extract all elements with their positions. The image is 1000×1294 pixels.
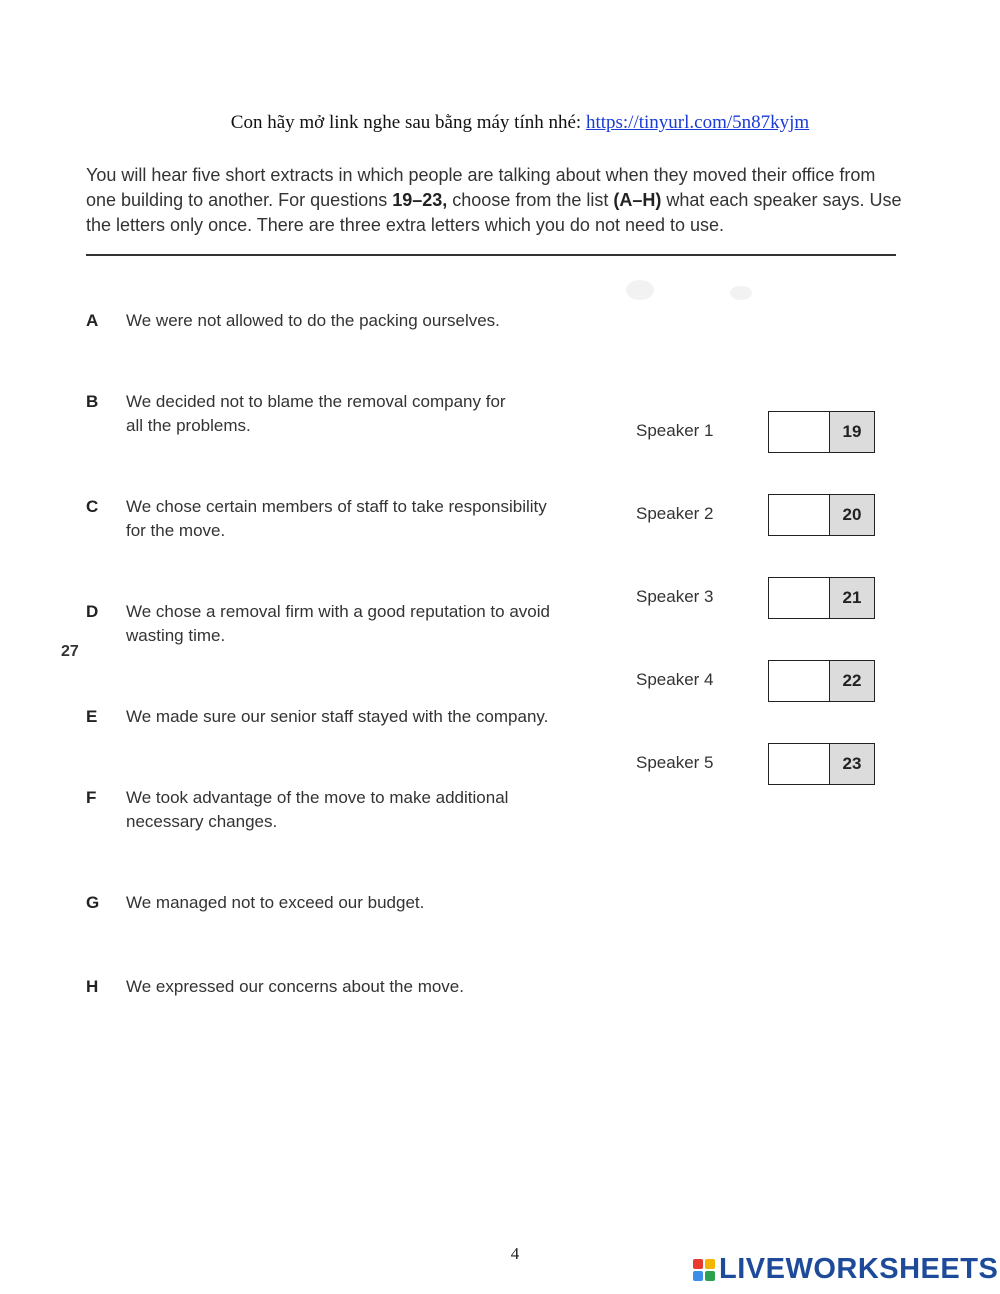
speaker-4-answer-box — [768, 660, 875, 702]
speaker-1-label: Speaker 1 — [636, 421, 714, 440]
option-text: We managed not to exceed our budget. — [126, 893, 425, 912]
question-number: 19 — [830, 412, 874, 452]
speaker-2-label: Speaker 2 — [636, 504, 714, 523]
question-number: 20 — [830, 495, 874, 535]
question-number: 22 — [830, 661, 874, 701]
brand-name: LIVEWORKSHEETS — [719, 1253, 999, 1285]
watermark-shape — [730, 286, 752, 300]
divider — [86, 254, 896, 256]
option-letter: A — [86, 311, 99, 330]
speaker-4-label: Speaker 4 — [636, 670, 714, 689]
listening-link-note — [0, 112, 1000, 134]
option-letter: B — [86, 392, 99, 411]
question-number: 23 — [830, 744, 874, 784]
option-text: We decided not to blame the removal company for all the problems. — [126, 392, 506, 435]
side-mark: 27 — [61, 643, 79, 660]
option-letter: F — [86, 788, 97, 807]
speaker-5-answer-box — [768, 743, 875, 785]
option-letter: E — [86, 707, 98, 726]
answer-input[interactable] — [769, 578, 830, 618]
option-letter: G — [86, 893, 100, 912]
option-text: We took advantage of the move to make additional necessary changes. — [126, 788, 509, 831]
liveworksheets-logo-icon — [693, 1259, 715, 1281]
speaker-1-answer-box — [768, 411, 875, 453]
answer-input[interactable] — [769, 412, 830, 452]
task-instructions: You will hear five short extracts in which people are talking about when they moved their office from one building to another. For questions 19–23, choose from the list (A–H) what each speaker says. Use the letters only once. There are three extra letters which you do not need to use. — [86, 165, 902, 235]
answer-input[interactable] — [769, 495, 830, 535]
watermark-shape — [626, 280, 654, 300]
answer-input[interactable] — [769, 744, 830, 784]
option-letter: H — [86, 977, 99, 996]
page-number: 4 — [510, 1244, 520, 1263]
audio-link[interactable]: https://tinyurl.com/5n87kyjm — [585, 112, 810, 133]
option-text: We made sure our senior staff stayed with the company. — [126, 707, 549, 726]
speaker-3-label: Speaker 3 — [636, 587, 714, 606]
option-text: We chose a removal firm with a good reputation to avoid wasting time. — [126, 602, 550, 645]
speaker-3-answer-box — [768, 577, 875, 619]
option-text: We expressed our concerns about the move. — [126, 977, 464, 996]
liveworksheets-brand[interactable] — [693, 1253, 998, 1286]
speaker-5-label: Speaker 5 — [636, 753, 714, 772]
answer-input[interactable] — [769, 661, 830, 701]
option-text: We chose certain members of staff to take responsibility for the move. — [126, 497, 547, 540]
option-text: We were not allowed to do the packing ourselves. — [126, 311, 500, 330]
question-number: 21 — [830, 578, 874, 618]
option-letter: D — [86, 602, 99, 621]
option-letter: C — [86, 497, 99, 516]
speaker-2-answer-box — [768, 494, 875, 536]
note-text: Con hãy mở link nghe sau bằng máy tính nhé: — [230, 112, 582, 133]
